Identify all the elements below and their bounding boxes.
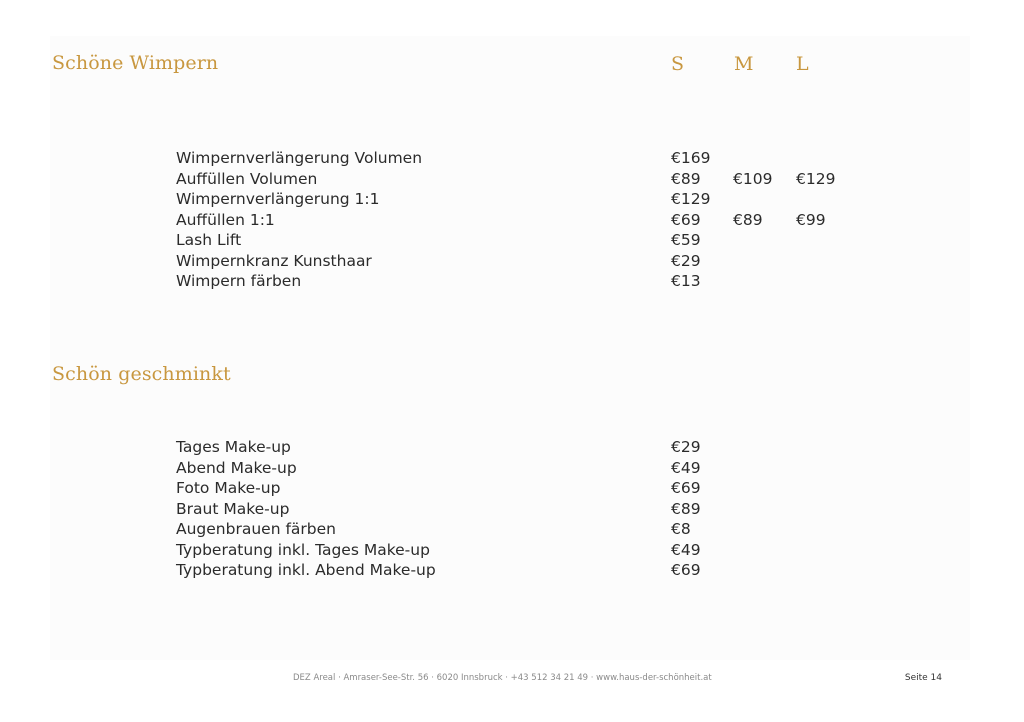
footer	[50, 673, 970, 687]
service-name: Typberatung inkl. Abend Make-up	[176, 561, 436, 579]
price-s: €89	[671, 499, 701, 518]
section-title-geschminkt: Schön geschminkt	[52, 363, 231, 385]
price-s: €49	[671, 540, 701, 559]
price-row	[0, 230, 1024, 250]
price-s: €13	[671, 272, 701, 290]
size-header-l: L	[796, 53, 809, 75]
price-s: €49	[671, 458, 701, 477]
price-s: €59	[671, 231, 701, 249]
price-s: €69	[671, 210, 701, 229]
price-row	[0, 210, 1024, 230]
price-row	[0, 478, 1024, 498]
price-m: €89	[733, 210, 763, 229]
service-name: Braut Make-up	[176, 499, 290, 518]
service-name: Typberatung inkl. Tages Make-up	[176, 540, 430, 559]
price-l: €99	[796, 210, 826, 229]
price-row	[0, 189, 1024, 209]
price-row	[0, 499, 1024, 519]
price-s: €69	[671, 479, 701, 497]
price-s: €89	[671, 169, 701, 188]
page-number: Seite 14	[904, 673, 942, 683]
price-s: €29	[671, 251, 701, 270]
price-row	[0, 169, 1024, 189]
price-row	[0, 540, 1024, 560]
service-name: Tages Make-up	[176, 438, 291, 456]
service-name: Auffüllen Volumen	[176, 169, 318, 188]
price-l: €129	[796, 169, 836, 188]
section-title-wimpern: Schöne Wimpern	[52, 52, 219, 74]
price-row	[0, 251, 1024, 271]
price-s: €129	[671, 190, 711, 208]
price-row	[0, 148, 1024, 168]
service-name: Abend Make-up	[176, 458, 297, 477]
service-name: Augenbrauen färben	[176, 520, 336, 538]
size-header-m: M	[734, 53, 754, 75]
price-m: €109	[733, 169, 773, 188]
service-name: Wimpernverlängerung 1:1	[176, 190, 380, 208]
service-name: Auffüllen 1:1	[176, 210, 275, 229]
service-name: Wimpernverlängerung Volumen	[176, 149, 423, 167]
price-s: €29	[671, 438, 701, 456]
service-name: Wimpern färben	[176, 272, 302, 290]
service-name: Wimpernkranz Kunsthaar	[176, 251, 372, 270]
service-name: Lash Lift	[176, 231, 242, 249]
price-s: €69	[671, 561, 701, 579]
footer-contact: DEZ Areal · Amraser-See-Str. 56 · 6020 Innsbruck · +43 512 34 21 49 · www.haus-der-schönheit.at	[293, 673, 712, 683]
price-row	[0, 271, 1024, 291]
price-row	[0, 560, 1024, 580]
price-row	[0, 519, 1024, 539]
service-name: Foto Make-up	[176, 479, 281, 497]
price-s: €169	[671, 149, 711, 167]
price-row	[0, 458, 1024, 478]
price-s: €8	[671, 520, 691, 538]
size-header-s: S	[671, 53, 685, 75]
price-row	[0, 437, 1024, 457]
